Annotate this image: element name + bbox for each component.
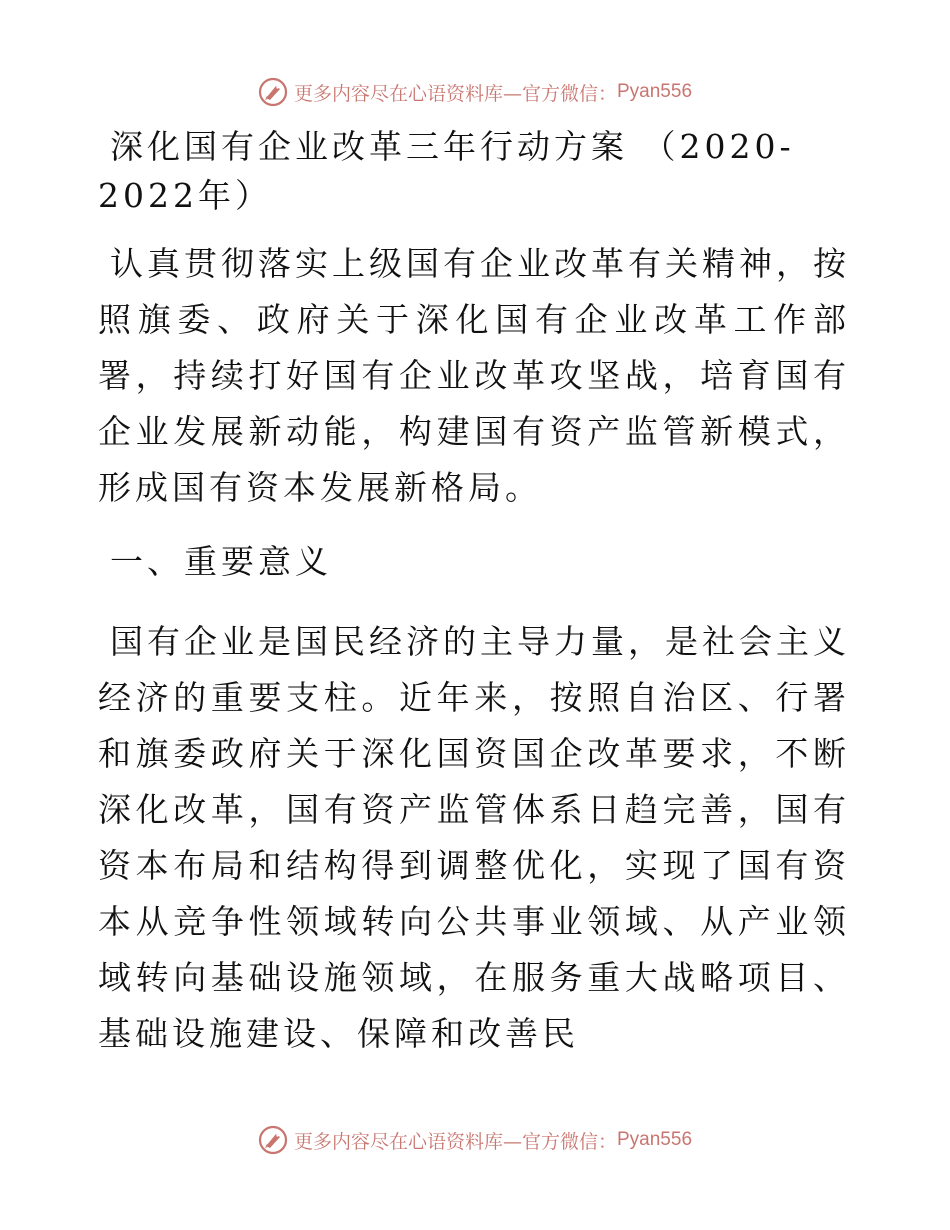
pen-nib-logo-icon	[258, 1125, 288, 1155]
wechat-id: Pyan556	[617, 81, 693, 102]
body-paragraph: 国有企业是国民经济的主导力量，是社会主义经济的重要支柱。近年来，按照自治区、行署和旗委政府关于深化国资国企改革要求，不断深化改革，国有资产监管体系日趋完善，国有资本布局和结构得到调整优化，实现了国有资本从竞争性领域转向公共事业领域、从产业领域转向基础设施领域，在服务重大战略项目、基础设施建设、保障和改善民	[98, 622, 850, 1053]
pen-nib-logo-icon	[258, 77, 288, 107]
wechat-id: Pyan556	[617, 1129, 693, 1150]
watermark-text: 更多内容尽在心语资料库—官方微信：	[293, 1130, 617, 1153]
intro-paragraph: 认真贯彻落实上级国有企业改革有关精神，按照旗委、政府关于深化国有企业改革工作部署，持续打好国有企业改革攻坚战，培育国有企业发展新动能，构建国有资产监管新模式，形成国有资本发展新格局。	[98, 244, 850, 507]
section-heading: 一、重要意义	[110, 542, 332, 581]
footer-watermark-banner	[0, 1120, 950, 1160]
header-watermark-banner	[0, 72, 950, 112]
document-body	[98, 122, 850, 1062]
document-title: 深化国有企业改革三年行动方案 （2020-2022年）	[98, 127, 795, 215]
watermark-text: 更多内容尽在心语资料库—官方微信：	[293, 82, 617, 105]
